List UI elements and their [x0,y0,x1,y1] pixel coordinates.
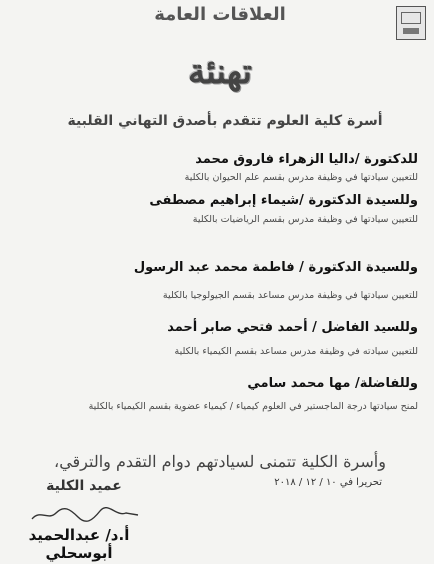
recipient-description: لمنح سيادتها درجة الماجستير في العلوم كيمياء / كيمياء عضوية بقسم الكيمياء بالكلية [88,401,418,412]
recipient-description: للتعيين سيادتها في وظيفة مدرس بقسم الرياضيات بالكلية [192,214,418,225]
university-logo [396,6,426,40]
recipient-name: وللسيد الفاضل / أحمد فتحي صابر أحمد [167,320,418,335]
recipient-description: للتعيين سيادته في وظيفة مدرس مساعد بقسم الكيمياء بالكلية [174,346,418,357]
department-header: العلاقات العامة [154,4,286,25]
signatory-name: أ.د/ عبدالحميد أبوسحلي [28,526,130,562]
recipient-name: وللفاضلة/ مها محمد سامي [247,376,418,391]
handwritten-signature [30,507,140,523]
recipient-description: للتعيين سيادتها في وظيفة مدرس مساعد بقسم الجيولوجيا بالكلية [162,290,418,301]
document-title: تهنئة [188,52,252,92]
issue-date: تحريرا في ١٠ / ١٢ / ٢٠١٨ [274,477,382,488]
recipient-name: وللسيدة الدكتورة / فاطمة محمد عبد الرسول [133,260,418,275]
recipient-description: للتعيين سيادتها في وظيفة مدرس بقسم علم الحيوان بالكلية [184,172,418,183]
recipient-name: للدكتورة /داليا الزهراء فاروق محمد [195,152,418,167]
intro-line: أسرة كلية العلوم تتقدم بأصدق التهاني القلبية [67,113,383,129]
dean-title: عميد الكلية [46,478,122,494]
recipient-name: وللسيدة الدكتورة /شيماء إبراهيم مصطفى [149,193,418,208]
closing-line: وأسرة الكلية تتمنى لسيادتهم دوام التقدم والترقي، [54,452,386,471]
